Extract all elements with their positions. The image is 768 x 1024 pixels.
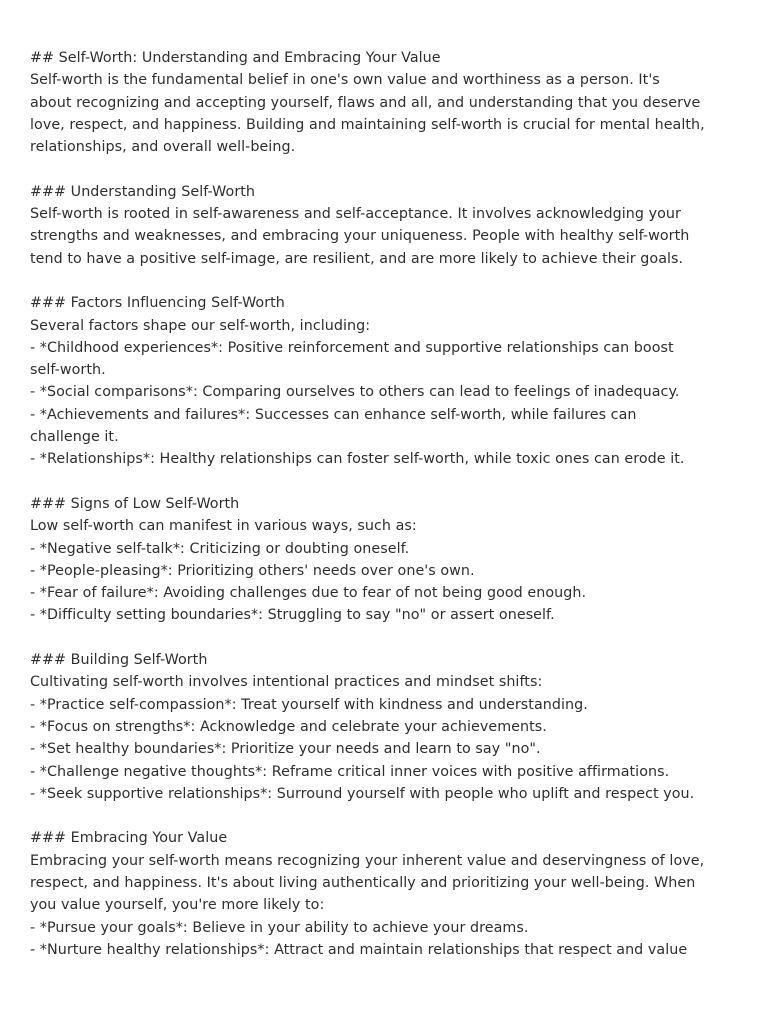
list-item-line: - *Fear of failure*: Avoiding challenges due to fear of not being good enough. (30, 585, 587, 602)
page-title-line: ## Self-Worth: Understanding and Embracing Your Value (30, 50, 441, 66)
body-text-line: self-worth. (30, 362, 106, 379)
body-text-line: Low self-worth can manifest in various ways, such as: (30, 518, 417, 535)
section-heading-line: ### Understanding Self-Worth (30, 183, 256, 200)
body-text-line: Self-worth is the fundamental belief in one's own value and worthiness as a person. It's (30, 72, 660, 89)
body-text-line: challenge it. (30, 429, 119, 446)
list-item-line: - *Nurture healthy relationships*: Attract and maintain relationships that respect and value (30, 941, 688, 958)
list-item-line: - *People-pleasing*: Prioritizing others' needs over one's own. (30, 562, 475, 579)
body-text-line: Self-worth is rooted in self-awareness and self-acceptance. It involves acknowledging your (30, 206, 681, 223)
list-item-line: - *Pursue your goals*: Believe in your ability to achieve your dreams. (30, 919, 529, 936)
list-item-line: - *Practice self-compassion*: Treat yourself with kindness and understanding. (30, 696, 588, 713)
section-heading-line: ### Embracing Your Value (30, 830, 228, 847)
paragraph-gap (30, 805, 748, 827)
list-item-line: - *Challenge negative thoughts*: Reframe critical inner voices with positive affirmations. (30, 763, 670, 780)
body-text-line: love, respect, and happiness. Building and maintaining self-worth is crucial for mental health, (30, 116, 705, 133)
body-text-line: relationships, and overall well-being. (30, 139, 296, 156)
list-item-line: - *Negative self-talk*: Criticizing or doubting oneself. (30, 540, 410, 557)
list-item-line: - *Relationships*: Healthy relationships can foster self-worth, while toxic ones can erode it. (30, 451, 685, 468)
body-text-line: Several factors shape our self-worth, including: (30, 317, 371, 334)
body-text-line: tend to have a positive self-image, are resilient, and are more likely to achieve their goals. (30, 250, 684, 267)
body-text-line: strengths and weaknesses, and embracing your uniqueness. People with healthy self-worth (30, 228, 690, 245)
body-text-line: Embracing your self-worth means recognizing your inherent value and deservingness of love, (30, 852, 705, 869)
list-item-line: - *Set healthy boundaries*: Prioritize your needs and learn to say "no". (30, 741, 541, 758)
paragraph-gap (30, 627, 748, 649)
section-heading-line: ### Building Self-Worth (30, 652, 208, 669)
body-text-line: about recognizing and accepting yourself, flaws and all, and understanding that you deserve (30, 94, 701, 111)
body-text-line: Cultivating self-worth involves intentional practices and mindset shifts: (30, 674, 543, 691)
list-item-line: - *Focus on strengths*: Acknowledge and celebrate your achievements. (30, 718, 547, 735)
list-item-line: - *Seek supportive relationships*: Surround yourself with people who uplift and respect you. (30, 785, 695, 802)
list-item-line: - *Achievements and failures*: Successes can enhance self-worth, while failures can (30, 406, 637, 423)
paragraph-gap (30, 270, 748, 292)
list-item-line: - *Childhood experiences*: Positive reinforcement and supportive relationships can boost (30, 339, 674, 356)
paragraph-gap (30, 471, 748, 493)
list-item-line: - *Social comparisons*: Comparing ourselves to others can lead to feelings of inadequacy. (30, 384, 680, 401)
list-item-line: - *Difficulty setting boundaries*: Struggling to say "no" or assert oneself. (30, 607, 555, 624)
section-heading-line: ### Signs of Low Self-Worth (30, 495, 240, 512)
paragraph-gap (30, 158, 748, 180)
section-heading-line: ### Factors Influencing Self-Worth (30, 295, 285, 312)
body-text-line: you value yourself, you're more likely to: (30, 897, 325, 914)
body-text-line: respect, and happiness. It's about living authentically and prioritizing your well-being. When (30, 874, 696, 891)
